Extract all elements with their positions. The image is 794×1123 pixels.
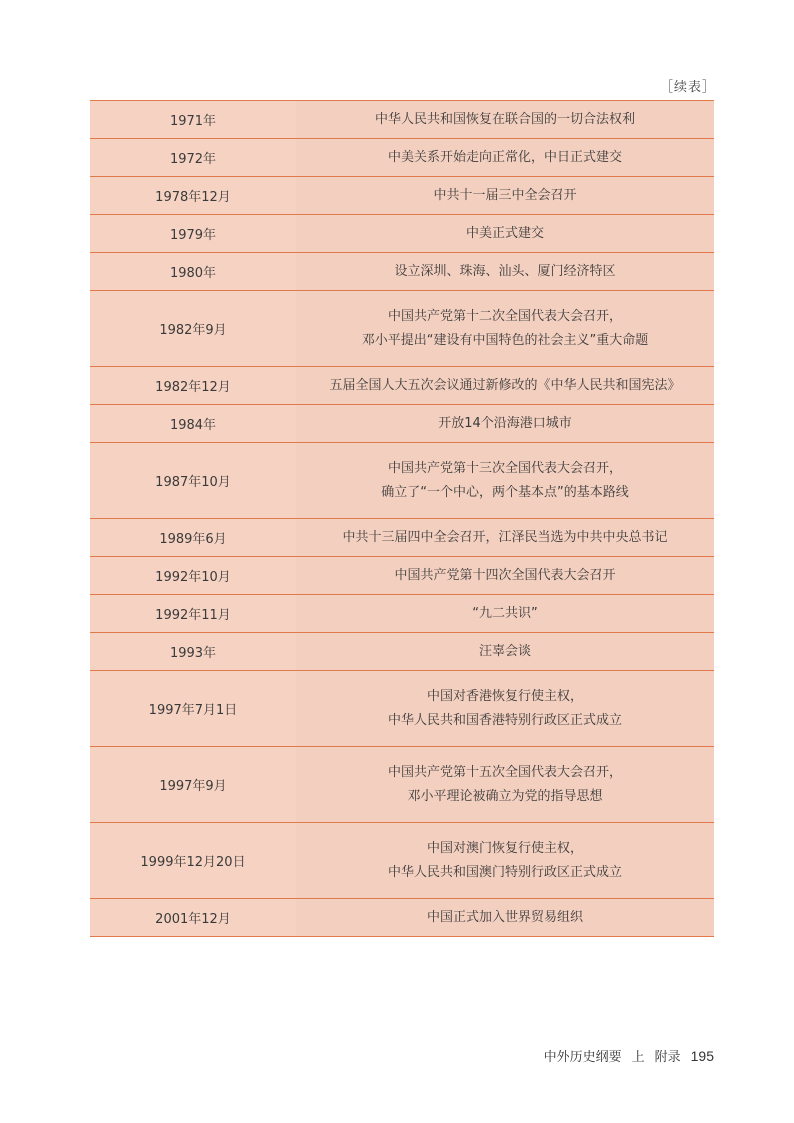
event-line: 中国对澳门恢复行使主权，	[426, 840, 583, 856]
page-number: 195	[690, 1048, 714, 1064]
event-cell	[296, 633, 714, 670]
event-line: 邓小平提出“建设有中国特色的社会主义”重大命题	[361, 332, 649, 348]
book-title: 中外历史纲要	[543, 1050, 622, 1065]
table-row	[90, 101, 714, 139]
table-row	[90, 367, 714, 405]
date-cell: 1999年12月20日	[90, 823, 296, 898]
event-cell	[296, 253, 714, 290]
chronology-table	[90, 100, 714, 937]
event-line: 开放14个沿海港口城市	[438, 415, 572, 431]
event-cell	[296, 595, 714, 632]
event-line: 中国共产党第十三次全国代表大会召开，	[387, 460, 622, 476]
event-cell	[296, 405, 714, 442]
table-row	[90, 405, 714, 443]
date-cell: 1992年11月	[90, 595, 296, 632]
event-line: 中国对香港恢复行使主权，	[426, 688, 583, 704]
event-line: 中华人民共和国澳门特别行政区正式成立	[387, 864, 622, 880]
event-cell	[296, 671, 714, 746]
event-cell	[296, 519, 714, 556]
event-line: 中华人民共和国香港特别行政区正式成立	[387, 712, 622, 728]
event-cell	[296, 557, 714, 594]
event-cell	[296, 367, 714, 404]
date-cell: 1997年7月1日	[90, 671, 296, 746]
table-row	[90, 139, 714, 177]
date-cell: 1987年10月	[90, 443, 296, 518]
date-cell: 1997年9月	[90, 747, 296, 822]
date-cell: 1992年10月	[90, 557, 296, 594]
event-line: “九二共识”	[472, 605, 538, 621]
date-cell: 2001年12月	[90, 899, 296, 936]
event-line: 中共十一届三中全会召开	[433, 187, 577, 203]
event-line: 中国共产党第十二次全国代表大会召开，	[387, 308, 622, 324]
section-label: 附录	[654, 1050, 681, 1065]
date-cell: 1971年	[90, 101, 296, 138]
table-row	[90, 177, 714, 215]
volume-label: 上	[631, 1050, 645, 1065]
event-line: 中共十三届四中全会召开，江泽民当选为中共中央总书记	[342, 529, 668, 545]
table-row	[90, 899, 714, 937]
event-line: 邓小平理论被确立为党的指导思想	[407, 788, 603, 804]
event-line: 中美正式建交	[465, 225, 544, 241]
date-cell: 1980年	[90, 253, 296, 290]
date-cell: 1982年12月	[90, 367, 296, 404]
event-line: 五届全国人大五次会议通过新修改的《中华人民共和国宪法》	[329, 377, 681, 393]
continued-label: ［续表］	[659, 80, 716, 95]
date-cell: 1979年	[90, 215, 296, 252]
event-line: 中国正式加入世界贸易组织	[426, 909, 583, 925]
event-line: 中国共产党第十四次全国代表大会召开	[394, 567, 616, 583]
event-line: 确立了“一个中心，两个基本点”的基本路线	[381, 484, 629, 500]
date-cell: 1993年	[90, 633, 296, 670]
table-row	[90, 747, 714, 823]
date-cell: 1984年	[90, 405, 296, 442]
event-cell	[296, 899, 714, 936]
event-line: 中国共产党第十五次全国代表大会召开，	[387, 764, 622, 780]
table-row	[90, 823, 714, 899]
event-line: 汪辜会谈	[478, 643, 531, 659]
event-line: 中美关系开始走向正常化，中日正式建交	[387, 149, 622, 165]
event-cell	[296, 443, 714, 518]
event-cell	[296, 139, 714, 176]
date-cell: 1972年	[90, 139, 296, 176]
table-row	[90, 557, 714, 595]
event-line: 中华人民共和国恢复在联合国的一切合法权利	[374, 111, 635, 127]
table-row	[90, 633, 714, 671]
event-cell	[296, 823, 714, 898]
table-row	[90, 519, 714, 557]
event-cell	[296, 101, 714, 138]
event-cell	[296, 215, 714, 252]
event-cell	[296, 291, 714, 366]
table-row	[90, 595, 714, 633]
event-line: 设立深圳、珠海、汕头、厦门经济特区	[394, 263, 616, 279]
date-cell: 1989年6月	[90, 519, 296, 556]
date-cell: 1978年12月	[90, 177, 296, 214]
event-cell	[296, 177, 714, 214]
event-cell	[296, 747, 714, 822]
page-footer	[544, 1046, 714, 1065]
table-row	[90, 443, 714, 519]
table-row	[90, 291, 714, 367]
date-cell: 1982年9月	[90, 291, 296, 366]
table-row	[90, 671, 714, 747]
table-row	[90, 215, 714, 253]
table-row	[90, 253, 714, 291]
